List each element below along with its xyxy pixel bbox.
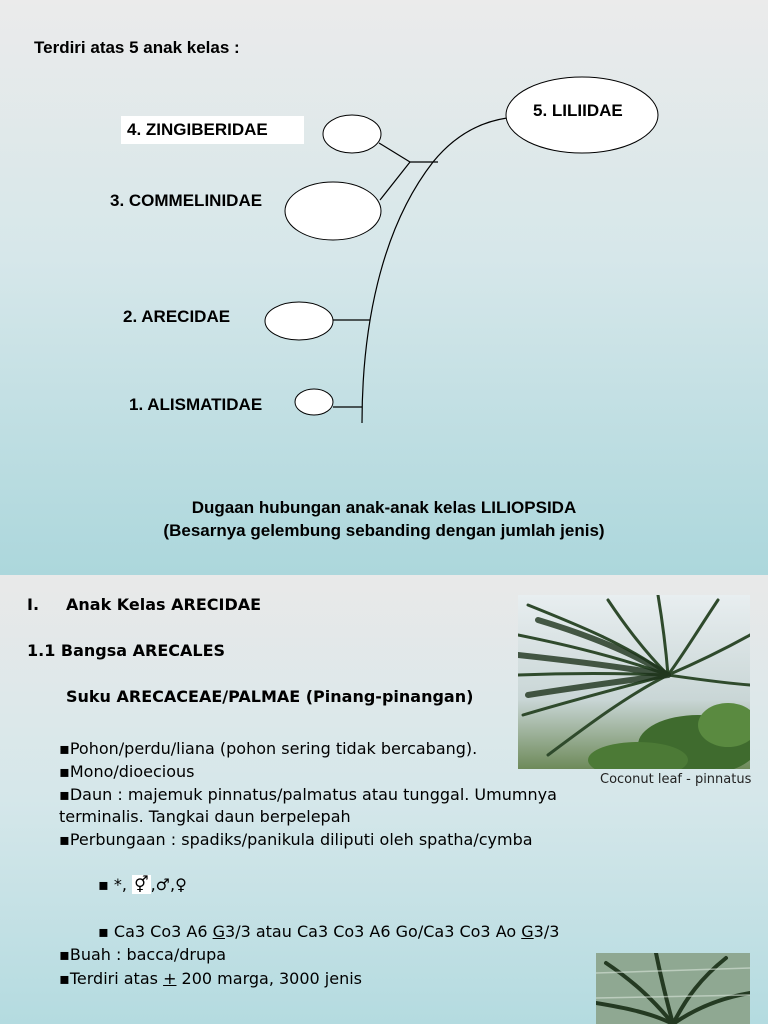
bullet-inflorescence: ▪Perbungaan : spadiks/panikula diliputi oleh spatha/cymba: [59, 830, 533, 849]
bubble-zingiberidae: [323, 115, 381, 153]
label-zingiberidae: 4. ZINGIBERIDAE: [121, 116, 304, 144]
formula-g-1: G: [212, 922, 226, 941]
bullet-floral-formula: [98, 922, 559, 941]
label-arecidae: 2. ARECIDAE: [123, 307, 231, 326]
slide-heading: Terdiri atas 5 anak kelas :: [34, 38, 240, 57]
formula-prefix: ▪ Ca3 Co3 A6: [98, 922, 213, 941]
formula-end: 3/3: [533, 922, 560, 941]
coconut-leaf-photo: [518, 595, 750, 769]
formula-g-2: G: [521, 922, 534, 941]
palm-photo: [596, 953, 750, 1024]
bullet-flower-symbols: [98, 875, 187, 894]
symbols-prefix: ▪ *,: [98, 875, 128, 894]
formula-middle: 3/3 atau Ca3 Co3 A6 Go/Ca3 Co3 Ao: [225, 922, 522, 941]
bullet-genera-count: [59, 969, 362, 988]
section-number: I.: [27, 595, 40, 614]
label-commelinidae: 3. COMMELINIDAE: [110, 191, 263, 210]
bullet-fruit: ▪Buah : bacca/drupa: [59, 945, 227, 964]
genera-prefix: ▪Terdiri atas: [59, 969, 164, 988]
section-title: Anak Kelas ARECIDAE: [66, 595, 262, 614]
branch-commelinidae: [380, 162, 410, 200]
photo-caption: Coconut leaf - pinnatus: [600, 772, 752, 787]
label-liliidae: 5. LILIIDAE: [533, 101, 623, 120]
plus-minus-sign: +: [163, 969, 177, 988]
family-line: Suku ARECACEAE/PALMAE (Pinang-pinangan): [66, 687, 474, 706]
caption-line-1: Dugaan hubungan anak-anak kelas LILIOPSIDA: [191, 498, 577, 517]
bubble-arecidae: [265, 302, 333, 340]
bubble-commelinidae: [285, 182, 381, 240]
bullet-habit: ▪Pohon/perdu/liana (pohon sering tidak bercabang).: [59, 739, 478, 758]
slide-arecidae: [0, 575, 768, 1024]
trunk-line: [362, 118, 507, 423]
hermaphrodite-symbol: ⚥: [134, 875, 149, 894]
label-alismatidae: 1. ALISMATIDAE: [129, 395, 263, 414]
bullet-leaf-1: ▪Daun : majemuk pinnatus/palmatus atau tunggal. Umumnya: [59, 785, 557, 804]
genera-rest: 200 marga, 3000 jenis: [176, 969, 363, 988]
caption-line-2: (Besarnya gelembung sebanding dengan jumlah jenis): [163, 521, 605, 540]
bubble-alismatidae: [295, 389, 333, 415]
bullet-sexuality: ▪Mono/dioecious: [59, 762, 195, 781]
order-line: 1.1 Bangsa ARECALES: [27, 641, 226, 660]
branch-zingiberidae: [379, 143, 410, 162]
bullet-leaf-2: terminalis. Tangkai daun berpelepah: [59, 807, 351, 826]
symbols-rest: ,♂,♀: [150, 875, 187, 894]
